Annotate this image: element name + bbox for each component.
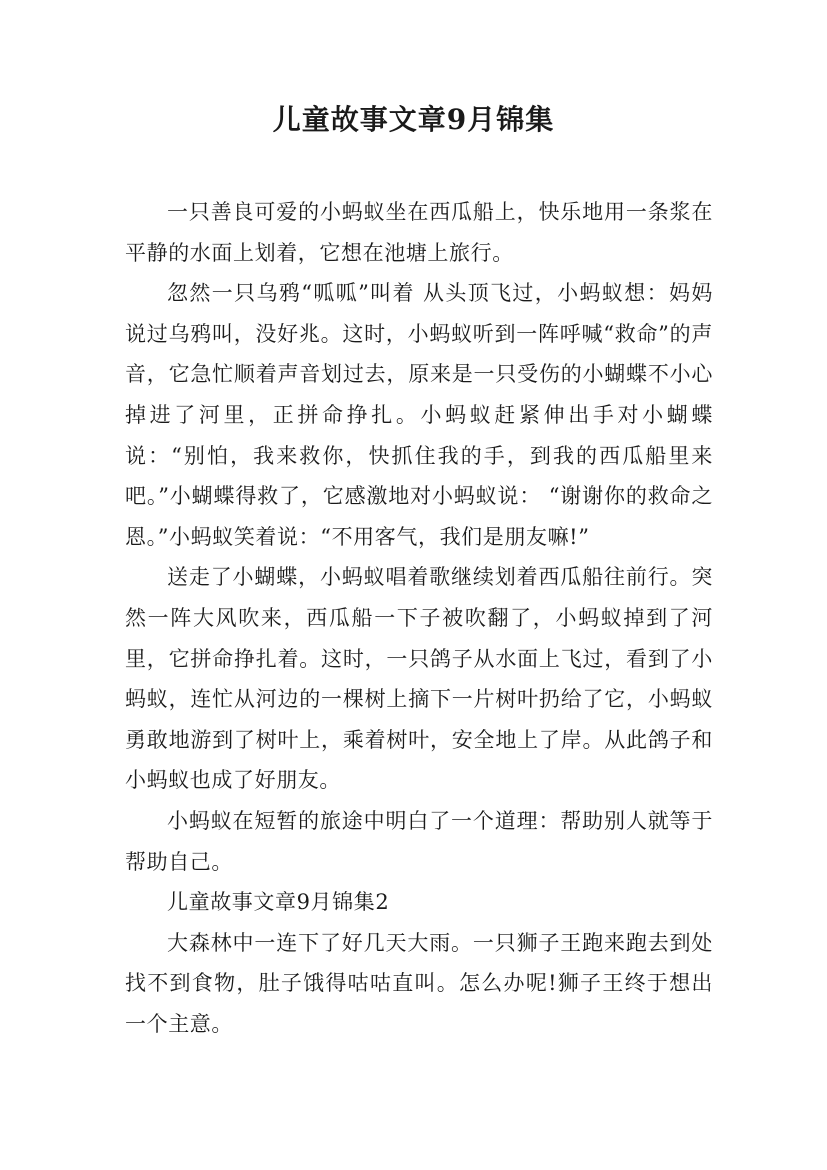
paragraph: 忽然一只乌鸦“呱呱”叫着 从头顶飞过，小蚂蚁想：妈妈说过乌鸦叫，没好兆。这时，小蚂蚁听到一阵呼喊“救命”的声音，它急忙顺着声音划过去，原来是一只受伤的小蝴蝶不小心掉进了河里，正拼命挣扎。小蚂蚁赶紧伸出手对小蝴蝶说：“别怕，我来救你，快抓住我的手，到我的西瓜船里来吧。”小蝴蝶得救了，它感激地对小蚂蚁说： “谢谢你的救命之恩。”小蚂蚁笑着说：“不用客气，我们是朋友嘛!” [125, 281, 713, 549]
paragraph: 大森林中一连下了好几天大雨。一只狮子王跑来跑去到处找不到食物，肚子饿得咕咕直叫。怎么办呢!狮子王终于想出一个主意。 [125, 930, 713, 1036]
document-title: 儿童故事文章9月锦集 [272, 103, 555, 136]
paragraph: 小蚂蚁在短暂的旅途中明白了一个道理：帮助别人就等于帮助自己。 [125, 808, 713, 874]
section-heading: 儿童故事文章9月锦集2 [167, 890, 390, 915]
paragraph: 一只善良可爱的小蚂蚁坐在西瓜船上，快乐地用一条浆在平静的水面上划着，它想在池塘上旅行。 [125, 200, 713, 265]
document-body [125, 192, 713, 1044]
paragraph: 送走了小蝴蝶，小蚂蚁唱着歌继续划着西瓜船往前行。突然一阵大风吹来，西瓜船一下子被吹翻了，小蚂蚁掉到了河里，它拼命挣扎着。这时，一只鸽子从水面上飞过，看到了小蚂蚁，连忙从河边的一棵树上摘下一片树叶扔给了它，小蚂蚁勇敢地游到了树叶上，乘着树叶，安全地上了岸。从此鸽子和小蚂蚁也成了好朋友。 [125, 565, 713, 793]
